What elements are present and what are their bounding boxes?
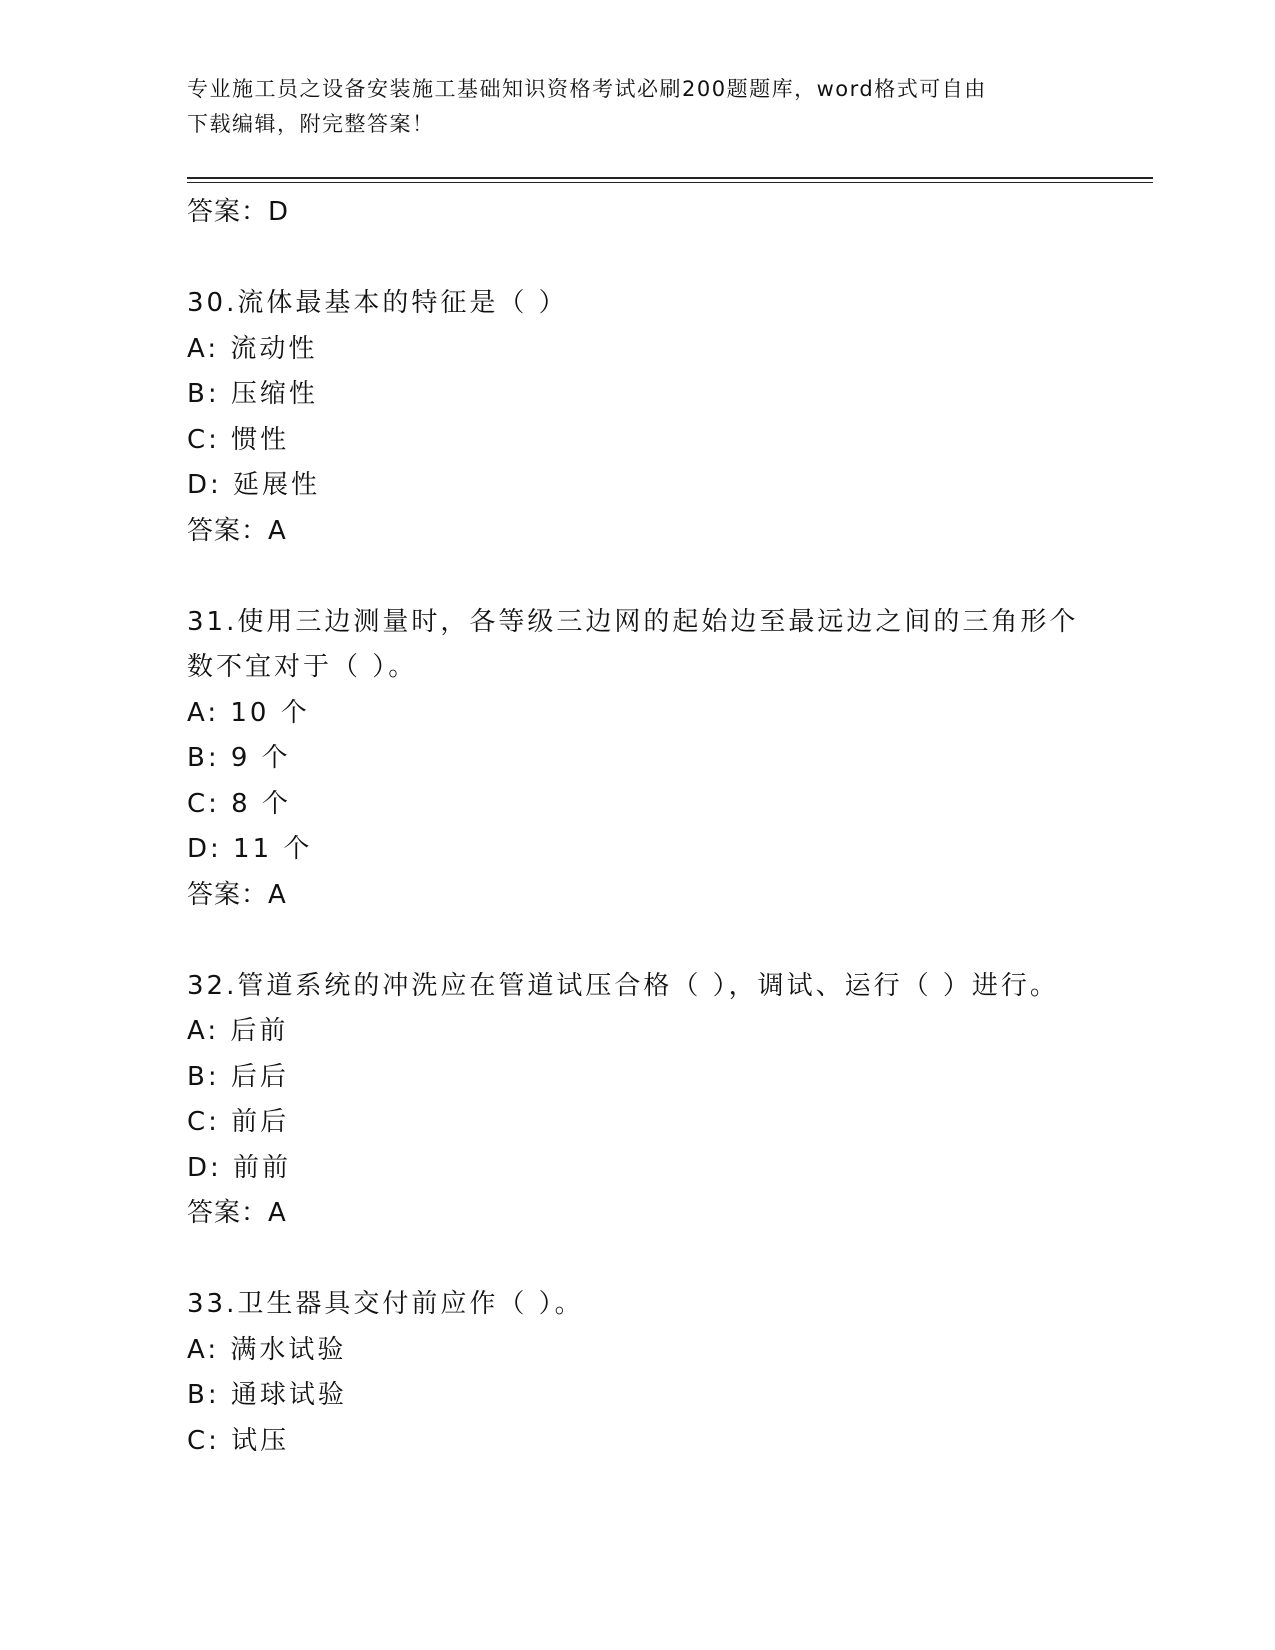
option-c: C: 前后 [187, 1107, 290, 1137]
question-33 [187, 1282, 1087, 1464]
header-divider-thin [187, 182, 1153, 183]
spacer [187, 236, 1087, 282]
question-stem-line-1: 31.使用三边测量时，各等级三边网的起始边至最远边之间的三角形个 [187, 606, 1079, 637]
header-line-2: 下载编辑，附完整答案！ [187, 112, 435, 136]
document-header [187, 72, 1087, 142]
header-line-1: 专业施工员之设备安装施工基础知识资格考试必刷200题题库，word格式可自由 [187, 77, 987, 101]
header-divider-thick [187, 177, 1153, 179]
option-d: D: 延展性 [187, 470, 321, 500]
previous-answer: 答案：D [187, 197, 290, 227]
question-stem: 33.卫生器具交付前应作（ ）。 [187, 1289, 584, 1319]
option-c: C: 惯性 [187, 424, 290, 455]
question-stem: 32.管道系统的冲洗应在管道试压合格（ ），调试、运行（ ）进行。 [187, 970, 1059, 1001]
option-d: D: 11 个 [187, 834, 313, 864]
option-c: C: 试压 [187, 1425, 290, 1456]
option-b: B: 通球试验 [187, 1380, 347, 1410]
answer: 答案：A [187, 879, 287, 910]
answer: 答案：A [187, 1198, 287, 1228]
spacer [187, 554, 1087, 600]
option-a: A: 满水试验 [187, 1334, 347, 1365]
option-d: D: 前前 [187, 1152, 292, 1183]
answer: 答案：A [187, 515, 287, 546]
option-c: C: 8 个 [187, 788, 291, 819]
option-a: A: 流动性 [187, 333, 318, 364]
spacer [187, 1237, 1087, 1283]
question-31 [187, 600, 1087, 919]
option-a: A: 后前 [187, 1016, 289, 1046]
question-list [187, 190, 1087, 1464]
option-a: A: 10 个 [187, 697, 310, 728]
option-b: B: 压缩性 [187, 379, 318, 409]
question-32 [187, 964, 1087, 1237]
question-stem: 30.流体最基本的特征是（ ） [187, 288, 568, 318]
spacer [187, 918, 1087, 964]
option-b: B: 9 个 [187, 743, 291, 773]
question-stem-line-2: 数不宜对于（ ）。 [187, 652, 418, 682]
question-30 [187, 281, 1087, 554]
option-b: B: 后后 [187, 1061, 289, 1092]
